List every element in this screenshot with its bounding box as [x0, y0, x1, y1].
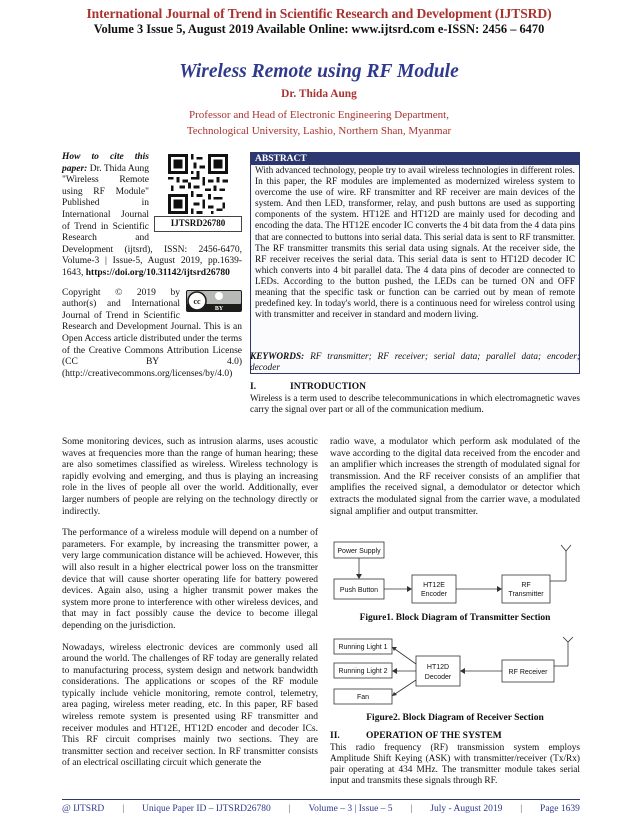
paragraph: Some monitoring devices, such as intrusion alarms, uses acoustic waves at frequencies more than the range of human hearing; these are also sometimes classified as wireless. Wireless technology is rapidly evolving and emerging, and thus is playing an increasing role in the lives of people all over the world. Additionally, ever larger numbers of people are relying on the technology directly or indirectly.	[62, 437, 318, 517]
running-light-1-label: Running Light 1	[338, 644, 388, 651]
journal-issue-line: Volume 3 Issue 5, August 2019 Available Online: www.ijtsrd.com e-ISSN: 2456 – 6470	[93, 22, 545, 36]
figure1-caption: Figure1. Block Diagram of Transmitter Section	[359, 613, 551, 623]
paragraph: The performance of a wireless module will depend on a number of parameters. For example, by increasing the transmitter power, a very large communication distance will be achieved. However, this will also result in a higher electrical power loss on the transmitter device that will cause shorter operating life for battery powered devices. Again also, using a higher transmit power makes the system more prone to interference with other wireless devices, and that may in fact possibly cause the device to become illegal depending on the jurisdiction.	[62, 528, 318, 631]
section-number: I.	[250, 382, 257, 392]
page-footer: @ IJTSRD | Unique Paper ID – IJTSRD26780 | Volume – 3 | Issue – 5 | July - August 2019 | Page 1639	[62, 804, 580, 814]
cc-badge-text: cc	[193, 296, 201, 306]
abstract-heading: ABSTRACT	[251, 153, 579, 165]
footer-rule	[62, 799, 580, 800]
journal-title: International Journal of Trend in Scientific Research and Development (IJTSRD)	[86, 6, 552, 21]
receiver-label: RF Receiver	[508, 669, 548, 676]
keywords-text: RF transmitter; RF receiver; serial data; parallel data; encoder; decoder	[250, 352, 580, 374]
cc-by-label: BY	[214, 305, 224, 312]
ht12e-encoder-block	[412, 575, 456, 603]
paper-title: Wireless Remote using RF Module	[179, 61, 459, 82]
footer-date: July - August 2019	[430, 804, 503, 814]
figure2-caption: Figure2. Block Diagram of Receiver Section	[366, 713, 544, 723]
citation-block	[62, 152, 242, 390]
cite-text: Dr. Thida Aung "Wireless Remote using RF Module" Published in International Journal of Trend in Scientific Research and Development (ijtsrd), ISSN: 2456-6470, Volume-3 | Issue-5, August 2019, pp.1639-1643,	[62, 163, 242, 278]
encoder-label-2: Encoder	[420, 591, 448, 598]
decoder-label-2: Decoder	[424, 674, 452, 681]
rf-transmitter-block	[502, 575, 550, 603]
section-number: II.	[330, 731, 340, 741]
right-body-column	[330, 437, 580, 528]
cc-by-badge	[186, 290, 242, 316]
keywords	[250, 352, 580, 374]
copyright-text: Copyright © 2019 by author(s) and International Journal of Trend in Scientific Research and Development Journal. This is an Open Access article distributed under the terms of the Creative Commons Attribution License (CC BY 4.0) (http://creativecommons.org/licenses/by/4.0)	[62, 287, 242, 379]
section-heading-introduction	[250, 382, 580, 392]
affiliation-line-1: Professor and Head of Electronic Engineering Department,	[189, 109, 449, 121]
abstract-box	[250, 152, 580, 374]
transmitter-label-2: Transmitter	[508, 591, 544, 598]
footer-page: Page 1639	[540, 804, 580, 814]
qr-code-block	[154, 154, 242, 232]
footer-volume: Volume – 3 | Issue – 5	[308, 804, 393, 814]
decoder-label-1: HT12D	[426, 664, 450, 671]
section-title: INTRODUCTION	[290, 382, 367, 392]
push-button-label: Push Button	[339, 587, 379, 594]
section-title: OPERATION OF THE SYSTEM	[366, 731, 502, 741]
affiliation-line-2: Technological University, Lashio, Northern Shan, Myanmar	[186, 125, 452, 137]
abstract-text: With advanced technology, people try to avail wireless technologies in different roles. In this paper, the RF modules are implemented as modernized wireless system to overcome the use of wire. RF transmitter and RF receiver are main devices of the system. And then LED, transformer, relay, and push buttons are used as supporting components of the system. HT12E and HT12D are mainly used for decoding and encoding the data. The HT12E encoder IC converts the 4 bit data from the 4 data pins that are connected to buttons into serial data. This serial data is sent to RF transmitter. The RF transmitter transmits this serial data using signals. At the receiver side, the RF receiver receives the serial data. This serial data is sent to HT12D decoder IC which converts into 4 bit parallel data. The 4 data pins of decoder are connected to LEDs. According to the button pushed, the LEDs can be turned ON and OFF meaning that the specific task or function can be carried out by mean of remote predefined key. In today's world, there is a continuous need for wireless control using with transmitter and receiver in standard and modern living.	[255, 166, 575, 321]
power-supply-label: Power Supply	[337, 548, 381, 555]
fan-label: Fan	[356, 694, 370, 701]
receiver-block-diagram	[330, 634, 580, 710]
ht12d-decoder-block	[416, 656, 460, 686]
operation-paragraph: This radio frequency (RF) transmission system employs Amplitude Shift Keying (ASK) with transmitter/receiver (Tx/Rx) pair operating at 434 MHz. The transmitter module takes serial input and transmits these signals through RF.	[330, 743, 580, 787]
footer-paper-id: Unique Paper ID – IJTSRD26780	[142, 804, 271, 814]
paragraph: radio wave, a modulator which perform ask modulated of the wave according to the digital data received from the encoder and an amplifier which increases the strength of modulated signal for transmission. And the RF receiver consists of an amplifier that amplifies the received signal, a demodulator or detector which extracts the modulated signal from the carrier wave, a modulated signal amplifier and output transmitter.	[330, 437, 580, 517]
keywords-label: KEYWORDS:	[250, 352, 305, 362]
left-body-column	[62, 437, 318, 780]
section-heading-operation	[330, 731, 580, 741]
transmitter-label-1: RF	[521, 582, 531, 589]
footer-site: @ IJTSRD	[62, 804, 105, 814]
paper-id-label: IJTSRD26780	[154, 216, 242, 232]
author-name: Dr. Thida Aung	[281, 88, 357, 100]
qr-code-icon	[165, 154, 231, 214]
doi-link[interactable]: https://doi.org/10.31142/ijtsrd26780	[85, 267, 230, 278]
cite-label: How to cite this paper:	[62, 152, 149, 174]
transmitter-block-diagram	[330, 533, 580, 609]
paragraph: Nowadays, wireless electronic devices are commonly used all around the world. The challenges of RF today are generally related to manufacturing process, system design and network bandwidth considerations. The applications or scopes of the RF module typically include vehicle monitoring, remote control, telemetry, area paging, wireless meter reading, etc. In this paper, RF based wireless remote system is presented using RF transmitter and receiver modules and HT12E, HT12D encoder and decoder ICs. This RF circuit comprises mainly two sections. They are transmitter section and receiver section. In RF transmitter consists of an electrical oscillating circuit which generate the	[62, 642, 318, 769]
introduction-lead: Wireless is a term used to describe telecommunications in which electromagnetic waves carry the signal over part or all of the communication medium.	[250, 394, 580, 416]
creative-commons-icon	[186, 290, 242, 312]
running-light-2-label: Running Light 2	[338, 668, 388, 675]
encoder-label-1: HT12E	[423, 582, 445, 589]
